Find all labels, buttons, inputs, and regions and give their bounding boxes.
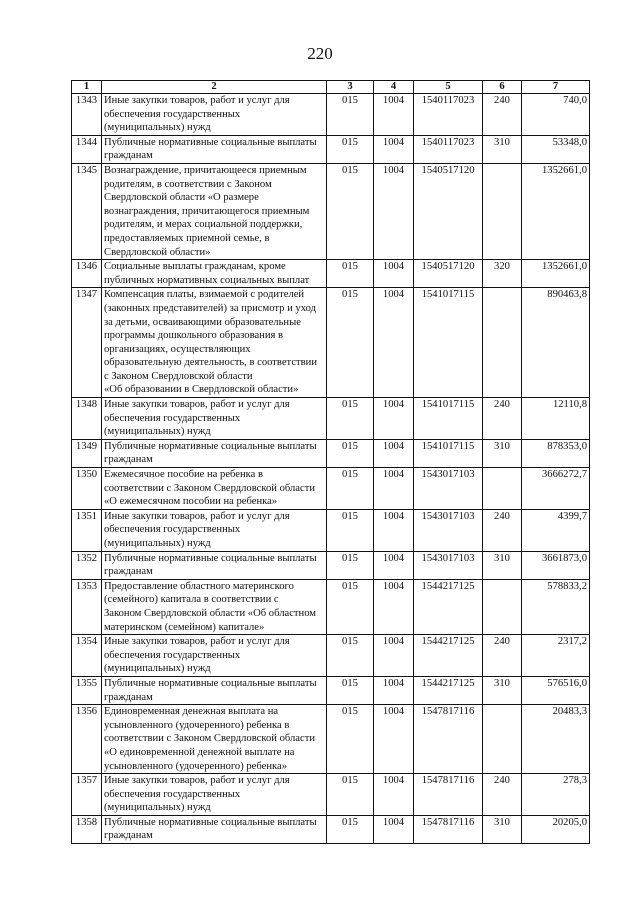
section-code: 1004 — [374, 398, 414, 440]
description-line: Законом Свердловской области «Об областном — [104, 607, 316, 619]
department-code: 015 — [327, 288, 374, 398]
table-header-row — [72, 81, 590, 94]
amount: 20205,0 — [522, 815, 590, 843]
description-line: «О ежемесячном пособии на ребенка» — [104, 496, 278, 508]
table-row — [72, 551, 590, 579]
row-number: 1345 — [72, 163, 102, 259]
row-number: 1351 — [72, 509, 102, 551]
header-col-3: 3 — [327, 81, 374, 94]
department-code: 015 — [327, 579, 374, 634]
description-line: (семейного) капитала в соответствии с — [104, 594, 279, 606]
department-code: 015 — [327, 676, 374, 704]
row-description — [102, 260, 327, 288]
amount: 878353,0 — [522, 439, 590, 467]
section-code: 1004 — [374, 579, 414, 634]
expense-type-code: 240 — [483, 94, 522, 136]
description-line: программы дошкольного образования в — [104, 330, 284, 342]
table-row — [72, 509, 590, 551]
description-line: усыновленного (удочеренного) ребенка в — [104, 719, 290, 731]
description-line: Ежемесячное пособие на ребенка в — [104, 469, 263, 481]
row-number: 1353 — [72, 579, 102, 634]
description-line: Социальные выплаты гражданам, кроме — [104, 261, 286, 273]
table-row — [72, 635, 590, 677]
description-line: организациях, осуществляющих — [104, 343, 251, 355]
expense-type-code: 310 — [483, 439, 522, 467]
description-line: Публичные нормативные социальные выплаты — [104, 136, 317, 148]
amount: 4399,7 — [522, 509, 590, 551]
header-col-7: 7 — [522, 81, 590, 94]
description-line: предоставляемых приемной семье, в — [104, 232, 270, 244]
row-number: 1348 — [72, 398, 102, 440]
row-number: 1347 — [72, 288, 102, 398]
section-code: 1004 — [374, 774, 414, 816]
description-line: обеспечения государственных — [104, 524, 241, 536]
section-code: 1004 — [374, 551, 414, 579]
row-description — [102, 551, 327, 579]
target-article-code: 1547817116 — [414, 774, 483, 816]
target-article-code: 1547817116 — [414, 815, 483, 843]
department-code: 015 — [327, 635, 374, 677]
header-col-6: 6 — [483, 81, 522, 94]
target-article-code: 1541017115 — [414, 398, 483, 440]
description-line: обеспечения государственных — [104, 649, 241, 661]
description-line: Иные закупки товаров, работ и услуг для — [104, 95, 290, 106]
row-description — [102, 94, 327, 136]
department-code: 015 — [327, 398, 374, 440]
row-number: 1344 — [72, 135, 102, 163]
section-code: 1004 — [374, 676, 414, 704]
table-row — [72, 774, 590, 816]
description-line: «Об образовании в Свердловской области» — [104, 384, 299, 396]
target-article-code: 1547817116 — [414, 705, 483, 774]
description-line: (законных представителей) за присмотр и уход — [104, 302, 316, 314]
description-line: Компенсация платы, взимаемой с родителей — [104, 289, 305, 301]
target-article-code: 1540517120 — [414, 163, 483, 259]
department-code: 015 — [327, 439, 374, 467]
amount: 578833,2 — [522, 579, 590, 634]
section-code: 1004 — [374, 635, 414, 677]
description-line: Вознаграждение, причитающееся приемным — [104, 164, 307, 176]
section-code: 1004 — [374, 94, 414, 136]
row-description — [102, 774, 327, 816]
description-line: образовательную деятельность, в соответствии — [104, 357, 317, 369]
table-row — [72, 163, 590, 259]
amount: 53348,0 — [522, 135, 590, 163]
row-description — [102, 468, 327, 510]
description-line: Свердловской области» — [104, 246, 211, 258]
department-code: 015 — [327, 815, 374, 843]
target-article-code: 1544217125 — [414, 635, 483, 677]
row-number: 1355 — [72, 676, 102, 704]
table-row — [72, 94, 590, 136]
expense-type-code: 310 — [483, 135, 522, 163]
amount: 12110,8 — [522, 398, 590, 440]
amount: 20483,3 — [522, 705, 590, 774]
description-line: Публичные нормативные социальные выплаты — [104, 816, 317, 828]
department-code: 015 — [327, 509, 374, 551]
description-line: обеспечения государственных — [104, 788, 241, 800]
target-article-code: 1541017115 — [414, 439, 483, 467]
expense-type-code — [483, 705, 522, 774]
section-code: 1004 — [374, 705, 414, 774]
description-line: материнском (семейном) капитале» — [104, 621, 265, 633]
description-line: публичных нормативных социальных выплат — [104, 274, 310, 286]
table-row — [72, 676, 590, 704]
description-line: усыновленного (удочеренного) ребенка» — [104, 760, 287, 772]
description-line: Иные закупки товаров, работ и услуг для — [104, 399, 290, 411]
row-description — [102, 705, 327, 774]
row-number: 1358 — [72, 815, 102, 843]
department-code: 015 — [327, 135, 374, 163]
row-description — [102, 398, 327, 440]
row-number: 1343 — [72, 94, 102, 136]
target-article-code: 1540117023 — [414, 94, 483, 136]
expense-type-code: 310 — [483, 551, 522, 579]
description-line: Публичные нормативные социальные выплаты — [104, 677, 317, 689]
department-code: 015 — [327, 774, 374, 816]
expense-type-code: 320 — [483, 260, 522, 288]
description-line: родителям, в соответствии с Законом — [104, 178, 272, 190]
description-line: обеспечения государственных — [104, 412, 241, 424]
description-line: обеспечения государственных — [104, 108, 241, 120]
department-code: 015 — [327, 163, 374, 259]
section-code: 1004 — [374, 509, 414, 551]
department-code: 015 — [327, 260, 374, 288]
description-line: (муниципальных) нужд — [104, 426, 211, 438]
section-code: 1004 — [374, 288, 414, 398]
header-col-2: 2 — [102, 81, 327, 94]
table-row — [72, 579, 590, 634]
header-col-4: 4 — [374, 81, 414, 94]
table-row — [72, 705, 590, 774]
row-description — [102, 439, 327, 467]
target-article-code: 1540117023 — [414, 135, 483, 163]
description-line: (муниципальных) нужд — [104, 802, 211, 814]
expense-type-code: 240 — [483, 398, 522, 440]
section-code: 1004 — [374, 260, 414, 288]
amount: 890463,8 — [522, 288, 590, 398]
description-line: с Законом Свердловской области — [104, 370, 253, 382]
row-description — [102, 135, 327, 163]
description-line: Единовременная денежная выплата на — [104, 706, 279, 718]
amount: 576516,0 — [522, 676, 590, 704]
row-description — [102, 163, 327, 259]
table-row — [72, 288, 590, 398]
department-code: 015 — [327, 551, 374, 579]
description-line: соответствии с Законом Свердловской области — [104, 482, 316, 494]
page-number: 220 — [307, 44, 333, 63]
amount: 278,3 — [522, 774, 590, 816]
row-description — [102, 288, 327, 398]
target-article-code: 1543017103 — [414, 509, 483, 551]
amount: 3666272,7 — [522, 468, 590, 510]
description-line: гражданам — [104, 830, 153, 842]
table-row — [72, 260, 590, 288]
row-description — [102, 509, 327, 551]
row-number: 1346 — [72, 260, 102, 288]
table-body — [72, 94, 590, 844]
section-code: 1004 — [374, 468, 414, 510]
section-code: 1004 — [374, 439, 414, 467]
target-article-code: 1540517120 — [414, 260, 483, 288]
description-line: Иные закупки товаров, работ и услуг для — [104, 510, 290, 522]
table-row — [72, 439, 590, 467]
expense-type-code: 240 — [483, 635, 522, 677]
description-line: (муниципальных) нужд — [104, 538, 211, 549]
table-row — [72, 135, 590, 163]
description-line: Публичные нормативные социальные выплаты — [104, 552, 317, 564]
description-line: гражданам — [104, 454, 153, 466]
amount: 1352661,0 — [522, 260, 590, 288]
target-article-code: 1543017103 — [414, 551, 483, 579]
description-line: вознаграждения, причитающегося приемным — [104, 205, 310, 217]
department-code: 015 — [327, 468, 374, 510]
amount: 3661873,0 — [522, 551, 590, 579]
target-article-code: 1544217125 — [414, 579, 483, 634]
budget-table — [71, 80, 590, 844]
row-number: 1354 — [72, 635, 102, 677]
description-line: «О единовременной денежной выплате на — [104, 746, 295, 758]
target-article-code: 1544217125 — [414, 676, 483, 704]
amount: 740,0 — [522, 94, 590, 136]
row-description — [102, 676, 327, 704]
description-line: Публичные нормативные социальные выплаты — [104, 440, 317, 452]
expense-type-code: 310 — [483, 815, 522, 843]
description-line: гражданам — [104, 566, 153, 578]
description-line: гражданам — [104, 150, 153, 162]
expense-type-code: 310 — [483, 676, 522, 704]
row-number: 1349 — [72, 439, 102, 467]
description-line: Иные закупки товаров, работ и услуг для — [104, 775, 290, 787]
expense-type-code — [483, 579, 522, 634]
description-line: (муниципальных) нужд — [104, 663, 211, 675]
table-row — [72, 468, 590, 510]
row-number: 1357 — [72, 774, 102, 816]
department-code: 015 — [327, 94, 374, 136]
header-col-5: 5 — [414, 81, 483, 94]
row-description — [102, 635, 327, 677]
expense-type-code — [483, 468, 522, 510]
expense-type-code: 240 — [483, 509, 522, 551]
expense-type-code: 240 — [483, 774, 522, 816]
department-code: 015 — [327, 705, 374, 774]
amount: 1352661,0 — [522, 163, 590, 259]
description-line: соответствии с Законом Свердловской области — [104, 733, 316, 745]
amount: 2317,2 — [522, 635, 590, 677]
row-number: 1356 — [72, 705, 102, 774]
description-line: (муниципальных) нужд — [104, 122, 211, 134]
description-line: Предоставление областного материнского — [104, 580, 294, 592]
target-article-code: 1541017115 — [414, 288, 483, 398]
row-number: 1350 — [72, 468, 102, 510]
expense-type-code — [483, 288, 522, 398]
row-description — [102, 579, 327, 634]
description-line: Иные закупки товаров, работ и услуг для — [104, 636, 290, 648]
header-col-1: 1 — [72, 81, 102, 94]
table-row — [72, 815, 590, 843]
target-article-code: 1543017103 — [414, 468, 483, 510]
section-code: 1004 — [374, 815, 414, 843]
description-line: родителям, и мерах социальной поддержки, — [104, 219, 303, 231]
expense-type-code — [483, 163, 522, 259]
row-number: 1352 — [72, 551, 102, 579]
description-line: Свердловской области «О размере — [104, 192, 259, 204]
description-line: гражданам — [104, 691, 153, 703]
row-description — [102, 815, 327, 843]
description-line: за детьми, осваивающими образовательные — [104, 316, 301, 328]
section-code: 1004 — [374, 163, 414, 259]
section-code: 1004 — [374, 135, 414, 163]
table-row — [72, 398, 590, 440]
